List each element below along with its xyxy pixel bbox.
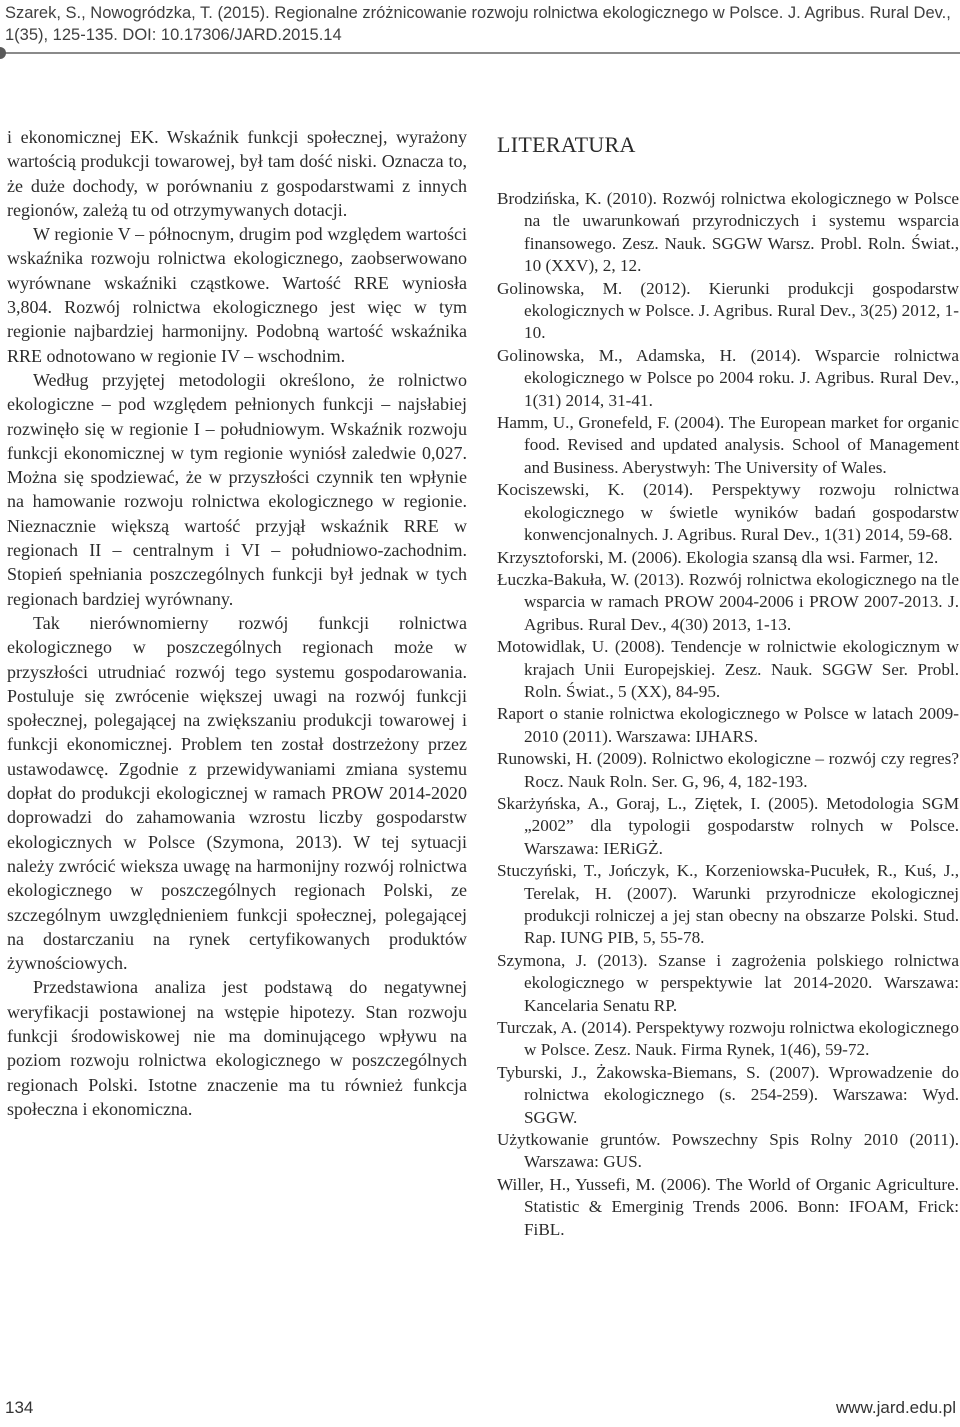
- reference-item: Turczak, A. (2014). Perspektywy rozwoju rolnictwa ekologicznego w Polsce. Zesz. Nauk. Firma Rynek, 1(46), 59-72.: [497, 1018, 959, 1060]
- literature-heading: LITERATURA: [497, 132, 636, 157]
- header-rule: [0, 52, 960, 54]
- reference-item: Golinowska, M. (2012). Kierunki produkcji gospodarstw ekologicznych w Polsce. J. Agribus. Rural Dev., 3(25) 2012, 1-10.: [497, 278, 959, 343]
- reference-item: Użytkowanie gruntów. Powszechny Spis Rolny 2010 (2011). Warszawa: GUS.: [497, 1130, 959, 1172]
- journal-url[interactable]: www.jard.edu.pl: [835, 1398, 956, 1417]
- reference-item: Raport o stanie rolnictwa ekologicznego w Polsce w latach 2009-2010 (2011). Warszawa: IJHARS.: [497, 704, 959, 746]
- reference-item: Hamm, U., Gronefeld, F. (2004). The European market for organic food. Revised and updated analysis. School of Management and Business. Aberystwyh: The University of Wales.: [497, 413, 959, 477]
- reference-item: Tyburski, J., Żakowska-Biemans, S. (2007). Wprowadzenie do rolnictwa ekologicznego (s. 254-259). Warszawa: Wyd. SGGW.: [497, 1062, 959, 1127]
- reference-item: Brodzińska, K. (2010). Rozwój rolnictwa ekologicznego w Polsce na tle uwarunkowań przyrodniczych i systemu wsparcia finansowego. Zesz. Nauk. SGGW Warsz. Probl. Roln. Świat., 10 (XXV), 2, 12.: [497, 189, 959, 276]
- body-paragraph: Tak nierównomierny rozwój funkcji rolnictwa ekologicznego w poszczególnych regionach może w przyszłości utrudniać rozwój tego systemu gospodarowania. Postuluje się zwrócenie większej uwagi na rozwój funkcji społecznej, polegającej na zwiększaniu produkcji towarowej i funkcji ekonomicznej. Problem ten został dostrzeżony przez ustawodawcę. Zgodnie z przewidywaniami zmiana systemu dopłat do produkcji ekologicznej w ramach PROW 2014-2020 doprowadzi do zahamowania wzrostu liczby gospodarstw ekologicznych w Polsce (Szymona, 2013). W tej sytuacji należy zwrócić wieksza uwagę na harmonijny rozwój rolnictwa ekologicznego w poszczególnych regionach Polski, ze szczególnym uwzględnieniem funkcji społecznej, polegającej na dostarczaniu na rynek certyfikowanych produktów żywnościowych.: [7, 612, 467, 974]
- body-paragraph: i ekonomicznej EK. Wskaźnik funkcji społecznej, wyrażony wartością produkcji towarowej, był tam dość niski. Oznacza to, że duże dochody, w porównaniu z gospodarstwami z innych regionów, zależą tu od otrzymywanych dotacji.: [7, 127, 467, 220]
- rule-dot: [0, 47, 6, 59]
- reference-item: Motowidlak, U. (2008). Tendencje w rolnictwie ekologicznym w krajach Unii Europejskiej. Zesz. Nauk. SGGW Ser. Probl. Roln. Świat., 5 (XX), 84-95.: [497, 637, 959, 701]
- reference-item: Łuczka-Bakuła, W. (2013). Rozwój rolnictwa ekologicznego na tle wsparcia w ramach PROW 2004-2006 i PROW 2007-2013. J. Agribus. Rural Dev., 4(30) 2013, 1-13.: [497, 569, 959, 634]
- page-number: 134: [5, 1398, 34, 1417]
- reference-item: Szymona, J. (2013). Szanse i zagrożenia polskiego rolnictwa ekologicznego w perspektywie lat 2014-2020. Warszawa: Kancelaria Senatu RP.: [497, 950, 959, 1015]
- reference-item: Stuczyński, T., Jończyk, K., Korzeniowska-Pucułek, R., Kuś, J., Terelak, H. (2007). Warunki przyrodnicze ekologicznej produkcji rolniczej a jej stan obecny na obszarze Polski. Stud. Rap. IUNG PIB, 5, 55-78.: [497, 861, 959, 948]
- reference-item: Kociszewski, K. (2014). Perspektywy rozwoju rolnictwa ekologicznego w świetle wyników badań gospodarstw konwencjonalnych. J. Agribus. Rural Dev., 1(31) 2014, 59-68.: [497, 480, 959, 545]
- body-paragraph: W regionie V – północnym, drugim pod względem wartości wskaźnika rozwoju rolnictwa ekologicznego, zaobserwowano wyrównane wskaźniki cząstkowe. Wartość RRE wyniosła 3,804. Rozwój rolnictwa ekologicznego jest więc w tym regionie najbardziej harmonijny. Podobną wartość wskaźnika RRE odnotowano w regionie IV – wschodnim.: [7, 224, 467, 366]
- body-paragraph: Przedstawiona analiza jest podstawą do negatywnej weryfikacji postawionej na wstępie hipotezy. Stan rozwoju funkcji środowiskowej nie ma dominującego wpływu na poziom rozwoju rolnictwa ekologicznego w poszczególnych regionach Polski. Istotne znaczenie ma tu również funkcja społeczna i ekonomiczna.: [7, 977, 467, 1119]
- references-column: [497, 130, 959, 1241]
- reference-item: Golinowska, M., Adamska, H. (2014). Wsparcie rolnictwa ekologicznego w Polsce po 2004 roku. J. Agribus. Rural Dev., 1(31) 2014, 31-41.: [497, 345, 959, 410]
- body-paragraph: Według przyjętej metodologii określono, że rolnictwo ekologiczne – pod względem pełnionych funkcji – najsłabiej rozwinęło się w regionie I – południowym. Wskaźnik rozwoju funkcji ekonomicznej w tym regionie wyniósł zaledwie 0,027. Można się spodziewać, że w przyszłości czynnik ten wpłynie na hamowanie rozwoju rolnictwa ekologicznego w regionie. Nieznacznie większą wartość przyjął wskaźnik RRE w regionach II – centralnym i VI – południowo-zachodnim. Stopień spełniania poszczególnych funkcji był jednak w tych regionach bardziej wyrównany.: [7, 369, 467, 609]
- reference-item: Runowski, H. (2009). Rolnictwo ekologiczne – rozwój czy regres? Rocz. Nauk Roln. Ser. G, 96, 4, 182-193.: [497, 749, 959, 791]
- reference-item: Krzysztoforski, M. (2006). Ekologia szansą dla wsi. Farmer, 12.: [497, 547, 939, 567]
- citation-header: Szarek, S., Nowogródzka, T. (2015). Regionalne zróżnicowanie rozwoju rolnictwa ekologicznego w Polsce. J. Agribus. Rural Dev., 1(35), 125-135. DOI: 10.17306/JARD.2015.14: [5, 4, 951, 44]
- reference-item: Willer, H., Yussefi, M. (2006). The World of Organic Agriculture. Statistic & Emerginig Trends 2006. Bonn: IFOAM, Frick: FiBL.: [497, 1174, 959, 1239]
- body-column: [7, 125, 467, 1121]
- reference-item: Skarżyńska, A., Goraj, L., Ziętek, I. (2005). Metodologia SGM „2002” dla typologii gospodarstw rolnych w Polsce. Warszawa: IERiGŻ.: [497, 793, 959, 858]
